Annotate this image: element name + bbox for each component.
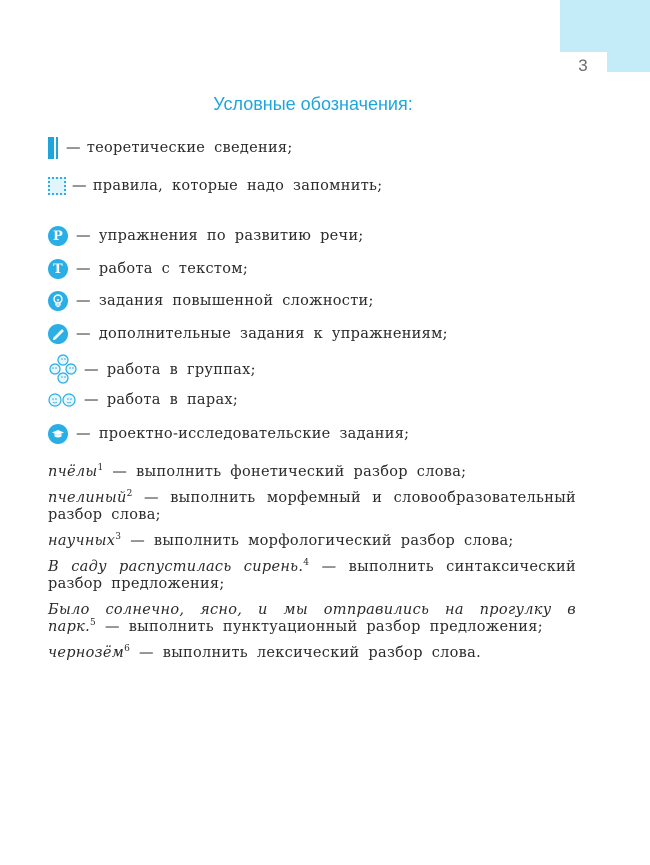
legend-text: теоретические сведения;: [86, 140, 293, 156]
legend-text: дополнительные задания к упражнениям;: [98, 326, 448, 342]
legend-item-additional: — дополнительные задания к упражнениям;: [48, 324, 448, 344]
theory-bar-icon: [48, 137, 62, 159]
speech-development-icon: Р: [48, 226, 68, 246]
example-phonetic: пчёлы$^1$ — выполнить фонетический разбор слова;: [48, 463, 467, 480]
dotted-rule-box-icon: [48, 177, 70, 195]
page-title: Условные обозначения:: [213, 94, 413, 114]
legend-item-groups: — работа в группах;: [48, 357, 256, 383]
footnote-marker: 6: [124, 644, 131, 654]
legend-text: проектно-исследовательские задания;: [98, 426, 410, 442]
footnote-marker: 3: [115, 532, 122, 542]
example-term: пчелиный: [48, 490, 127, 506]
example-punctuation: Было солнечно, ясно, и мы отправились на прогулку в парк.$^5$ — выполнить пунктуационный разбор предложения;: [48, 602, 576, 635]
footnote-marker: 1: [97, 463, 104, 473]
footnote-marker: 2: [126, 489, 133, 499]
legend-item-text-work: Т — работа с текстом;: [48, 259, 248, 279]
legend-item-advanced: — задания повышенной сложности;: [48, 291, 374, 311]
lightbulb-icon: [48, 291, 68, 311]
example-term: В саду распустилась сирень.: [48, 559, 304, 575]
legend-item-speech: Р — упражнения по развитию речи;: [48, 226, 364, 246]
page-number: 3: [578, 56, 588, 75]
group-faces-icon: [48, 357, 78, 383]
legend-item-rules: — правила, которые надо запомнить;: [48, 177, 382, 195]
legend-text: работа в парах;: [106, 392, 239, 408]
legend-item-projects: — проектно-исследовательские задания;: [48, 424, 409, 444]
footnote-marker: 5: [90, 618, 97, 628]
footnote-marker: 4: [303, 558, 310, 568]
graduation-cap-icon: [48, 424, 68, 444]
example-lexical: чернозём$^6$ — выполнить лексический разбор слова.: [48, 644, 481, 661]
legend-text: работа с текстом;: [98, 261, 249, 277]
legend-text: упражнения по развитию речи;: [98, 228, 364, 244]
example-morphological: научных$^3$ — выполнить морфологический разбор слова;: [48, 532, 514, 549]
example-term: пчёлы: [48, 464, 98, 480]
example-term: научных: [48, 533, 116, 549]
legend-item-theory: — теоретические сведения;: [48, 137, 293, 159]
legend-text: работа в группах;: [106, 362, 256, 378]
page-corner-tab: [560, 0, 650, 52]
example-morphemic: пчелиный$^2$ — выполнить морфемный и словообразовательный разбор слова;: [48, 489, 576, 523]
text-work-icon: Т: [48, 259, 68, 279]
pair-faces-icon: [48, 393, 78, 407]
legend-item-pairs: — работа в парах;: [48, 392, 238, 408]
examples-list: [48, 464, 576, 662]
page-corner-tab-extension: [607, 52, 650, 72]
legend-text: задания повышенной сложности;: [98, 293, 374, 309]
legend-text: правила, которые надо запомнить;: [92, 178, 383, 194]
example-syntactic: В саду распустилась сирень.$^4$ — выполнить синтаксический разбор предложения;: [48, 558, 576, 592]
example-term: чернозём: [48, 645, 125, 661]
pencil-icon: [48, 324, 68, 344]
example-term: Было солнечно, ясно, и мы отправились на прогулку в парк.: [48, 602, 576, 635]
